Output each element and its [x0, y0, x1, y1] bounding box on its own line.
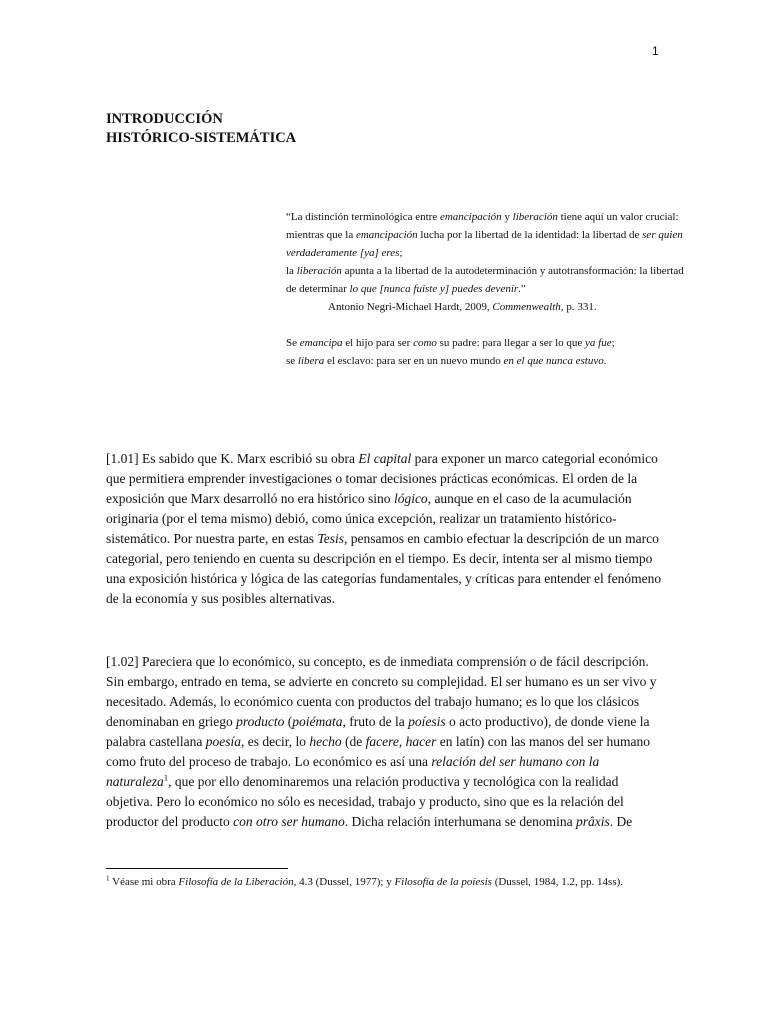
italic-text: emancipación [355, 229, 418, 241]
epigraph [286, 208, 686, 370]
italic-text: emancipación [439, 211, 502, 223]
footnote-1: $^1$ Véase mi obra Filosofía de la Liberación, 4.3 (Dussel, 1977); y Filosofía de la poíesis (Dussel, 1984, 1.2, pp. 14ss). [106, 874, 624, 888]
italic-text: prâxis [576, 814, 610, 829]
epigraph-attribution: Antonio Negri-Michael Hardt, 2009, Commenwealth, p. 331. [328, 301, 597, 313]
italic-text: hecho [309, 734, 342, 749]
italic-text: Commenwealth, [492, 301, 564, 313]
italic-text: emancipa [299, 337, 343, 349]
chapter-title-line-2: HISTÓRICO-SISTEMÁTICA [106, 130, 297, 146]
italic-text: como [413, 337, 437, 349]
italic-text: El capital [358, 451, 412, 466]
italic-text: poiémata [292, 714, 343, 729]
page-number: 1 [652, 44, 659, 58]
italic-text: liberación [296, 265, 342, 277]
italic-text: relación del ser humano con la naturaleza [106, 754, 600, 789]
italic-text: poesía [205, 734, 241, 749]
paragraph-1-01: [1.01] Es sabido que K. Marx escribió su obra El capital para exponer un marco categorial económico que permitiera emprender investigaciones o tomar decisiones prácticas económicas. El orden de la exposición que Marx desarrolló no era histórico sino lógico, aunque en el caso de la acumulación originaria (por el tema mismo) debió, como única excepción, realizar un tratamiento histórico-sistemático. Por nuestra parte, en estas Tesis, pensamos en cambio efectuar la descripción de un marco categorial, pero teniendo en cuenta su descripción en el tiempo. Es decir, intenta ser al mismo tiempo una exposición histórica y lógica de las categorías fundamentales, y críticas para entender el fenómeno de la economía y sus posibles alternativas. [106, 451, 662, 606]
italic-text: ser quien verdaderamente [ya] eres [286, 229, 683, 259]
italic-text: Filosofía de la poíesis [394, 876, 492, 888]
chapter-title [106, 110, 296, 148]
footnote-ref: 1 [163, 772, 169, 783]
epigraph-quote: “La distinción terminológica entre emancipación y liberación tiene aquí un valor crucial: mientras que la emancipación lucha por la libertad de la identidad: la libertad de ser quien verdaderamente [ya] eres; la liberación apunta a la libertad de la autodeterminación y autotransformación: la libertad de determinar lo que [nunca fuiste y] puedes devenir.” [286, 211, 684, 295]
italic-text: Tesis [317, 531, 344, 546]
italic-text: ya fue [585, 337, 612, 349]
italic-text: producto [236, 714, 285, 729]
italic-text: en el que nunca estuvo [503, 355, 604, 367]
footnote-separator [106, 868, 288, 869]
italic-text: con otro ser humano [233, 814, 345, 829]
paragraph-1-02: [1.02] Pareciera que lo económico, su concepto, es de inmediata comprensión o de fácil descripción. Sin embargo, entrado en tema, se advierte en concreto su complejidad. El ser humano es un ser vivo y necesitado. Además, lo económico cuenta con productos del trabajo humano; es lo que los clásicos denominaban en griego producto (poiémata, fruto de la poíesis o acto productivo), de donde viene la palabra castellana poesía, es decir, lo hecho (de facere, hacer en latín) con las manos del ser humano como fruto del proceso de trabajo. Lo económico es así una relación del ser humano con la naturaleza$^1$, que por ello denominaremos una relación productiva y tecnológica con la realidad objetiva. Pero lo económico no sólo es necesidad, trabajo y producto, sino que es la relación del productor del producto con otro ser humano. Dicha relación interhumana se denomina prâxis. De [106, 654, 657, 829]
footnote-ref: 1 [106, 874, 110, 883]
italic-text: liberación [512, 211, 558, 223]
italic-text: Filosofía de la Liberación [178, 876, 294, 888]
chapter-title-line-1: INTRODUCCIÓN [106, 111, 223, 127]
epigraph-maxim: Se emancipa el hijo para ser como su padre: para llegar a ser lo que ya fue; se libera el esclavo: para ser en un nuevo mundo en el que nunca estuvo. [286, 337, 615, 367]
italic-text: lo que [nunca fuiste y] puedes devenir [349, 283, 519, 295]
italic-text: facere, hacer [365, 734, 437, 749]
italic-text: lógico [393, 491, 428, 506]
italic-text: poíesis [408, 714, 446, 729]
italic-text: libera [297, 355, 325, 367]
